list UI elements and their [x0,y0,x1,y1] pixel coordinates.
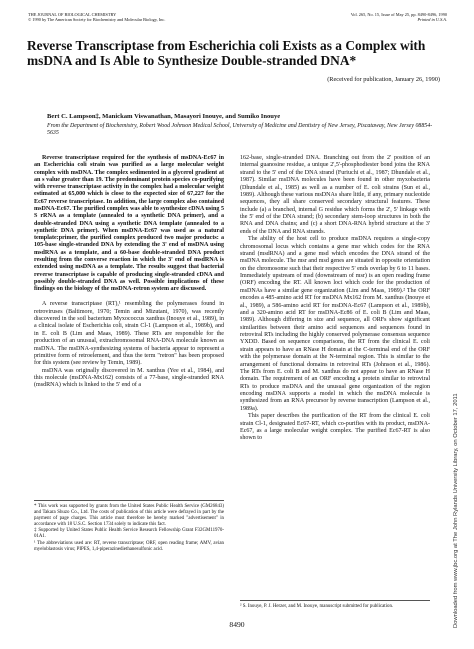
author-list: Bert C. Lampson‡, Manickam Viswanathan, Masayori Inouye, and Sumiko Inouye [47,113,281,120]
printed-line: Printed in U.S.A. [417,17,447,23]
right-column [240,155,430,443]
body-paragraph-2: The ability of the host cell to produce msDNA requires a single-copy chromosomal locus which contains a gene msr which codes for the RNA strand (msdRNA) and a gene msd which encodes the DNA strand of the msDNA molecule. The msr and msd genes are situated in opposite orientation on the chromosome such that their respective 5' ends overlap by 6 to 11 bases. Immediately upstream of msd (downstream of msr) is an open reading frame (ORF) encoding the RT. All known loci which code for the production of msDNAs have a similar gene organization (Lim and Maas, 1989).² The ORF encodes a 485-amino acid RT for msDNA Mx162 from M. xanthus (Inouye et al., 1989), a 586-amino acid RT for msDNA-Ec67 (Lampson et al., 1989b), and a 320-amino acid RT for msDNA-Ec86 of E. coli B (Lim and Maas, 1989). Although differing in size and sequence, all ORFs show significant similarities between their amino acid sequences and sequences found in retroviral RTs including the highly conserved polymerase consensus sequence YXDD. Based on sequence comparisons, the RT from the clinical E. coli strain appears to have an RNase H domain at the C-terminal end of the ORF with the polymerase domain at the N-terminal region. This is similar to the arrangement of functional domains in retroviral RTs (Johnson et al., 1986). The RTs from E. coli B and M. xanthus do not appear to have an RNase H domain. The requirement of an ORF encoding a protein similar to retroviral RTs to produce msDNA and the unusual gene organization of the region encoding msDNA supports a model in which the msDNA molecule is synthesized from an RNA precursor by reverse transcription (Lampson et al., 1989a). [240,236,430,412]
intro-paragraph-2: msDNA was originally discovered in M. xanthus (Yee et al., 1984), and this molecule (msDNA-Mx162) consists of a 77-base, single-stranded RNA (msdRNA) which is linked to the 5' end of a [34,367,224,389]
article-title: Reverse Transcriptase from Escherichia coli Exists as a Complex with msDNA and Is Able to Synthesize Double-stranded DNA* [27,38,426,68]
journal-header-left [28,12,228,23]
body-paragraph-1: 162-base, single-stranded DNA. Branching out from the 2' position of an internal guanosine residue, a unique 2',5'-phosphodiester bond joins the RNA strand to the 5' end of the DNA strand (Furiuchi et al., 1987; Dhundale et al., 1987). Similar msDNA molecules have been found in other myxobacteria (Dhundale et al., 1985) as well as a number of E. coli strains (Sun et al., 1989). Although these various msDNAs share little, if any, primary nucleotide sequences, they all share conserved secondary structural features. These include (a) a branched, internal G residue which forms the 2', 5' linkage with the 5' end of the DNA strand; (b) secondary stem-loop structures in both the RNA and DNA chains; and (c) a short DNA-RNA hybrid structure at the 3' ends of the DNA and RNA strands. [240,155,430,235]
footnote-fellowship: ‡ Supported by United States Public Health Service Research Fellowship Grant F32GM11970-01A1. [34,528,224,540]
intro-paragraph-1: A reverse transcriptase (RT),¹ resembling the polymerases found in retroviruses (Baltimore, 1970; Temin and Mizutani, 1970), was recently discovered in the soil bacterium Myxococcus xanthus (Inouye et al., 1989), in a clinical isolate of Escherichia coli, strain Cl-1 (Lampson et al., 1989b), and in E. coli B (Lim and Maas, 1989). These RTs are responsible for the production of an unusual, extrachromosomal RNA-DNA molecule known as msDNA. The msDNA-synthesizing systems of bacteria appear to represent a primitive form of retroelement, and thus the term "retron" has been proposed for this system (see review by Temin, 1989). [34,301,224,367]
footnote-manuscript: ² S. Inouye, P. J. Herzer, and M. Inouye, manuscript submitted for publication. [240,600,430,610]
footnote-funding: * This work was supported by grants from the United States Public Health Service (GM26843) and Takara Shuzo Co., Ltd. The costs of publication of this article were defrayed in part by the payment of page charges. This article must therefore be hereby marked "advertisement" in accordance with 18 U.S.C. Section 1734 solely to indicate this fact. [34,504,224,527]
affiliation: From the Department of Biochemistry, Robert Wood Johnson Medical School, University of Medicine and Dentistry of New Jersey, Piscataway, New Jersey 08854-5635 [47,123,433,137]
journal-name: THE JOURNAL OF BIOLOGICAL CHEMISTRY [28,12,117,17]
left-column [34,155,224,390]
journal-header-right [287,12,447,23]
abstract: Reverse transcriptase required for the synthesis of msDNA-Ec67 in an Escherichia coli strain was purified as a large molecular weight complex with msDNA. The complex sedimented in a glycerol gradient at an s value greater than 19. The predominant protein species co-purifying with reverse transcriptase activity in the complex had a molecular weight estimated at 65,000 which is close to the expected size of 67,227 for the Ec67 reverse transcriptase. In addition, the large complex also contained msDNA-Ec67. The purified complex was able to synthesize cDNA using 5 S rRNA as a template (annealed to a synthetic DNA primer), and a double-stranded DNA using a synthetic DNA template (annealed to a synthetic DNA primer). When msDNA-Ec67 was used as a natural template:primer, the purified complex produced two major products: a 105-base single-stranded DNA by extending the 3' end of msDNA using msdRNA as a template, and a 60-base double-stranded DNA product resulting from the converse reaction in which the 3' end of msdRNA is extended using msDNA as a template. The results suggest that bacterial reverse transcriptase is capable of producing single-stranded cDNA and possibly double-stranded DNA as well. Possible implications of these findings on the biology of the msDNA-retron system are discussed. [34,155,225,293]
download-watermark: Downloaded from www.jbc.org at The John Rylands University Library, on October 17, 2011 [453,393,459,628]
page-number: 8490 [229,620,245,629]
footnotes [34,500,224,553]
received-date: (Received for publication, January 26, 1990) [327,76,440,83]
footnote-abbreviations: ¹ The abbreviations used are: RT, reverse transcriptase; ORF, open reading frame; AMV, avian myeloblastosis virus; PIPES, 1,4-piperazinediethanesulfonic acid. [34,540,224,552]
copyright-line: © 1990 by The American Society for Biochemistry and Molecular Biology, Inc. [28,17,166,23]
volume-line: Vol. 265, No. 15, Issue of May 25, pp. 8490-8496, 1990 [350,12,447,17]
body-paragraph-3: This paper describes the purification of the RT from the clinical E. coli strain Cl-1, designated Ec67-RT, which co-purifies with its product, msDNA-Ec67, as a large molecular weight complex. The purified Ec67-RT is also shown to [240,413,430,442]
